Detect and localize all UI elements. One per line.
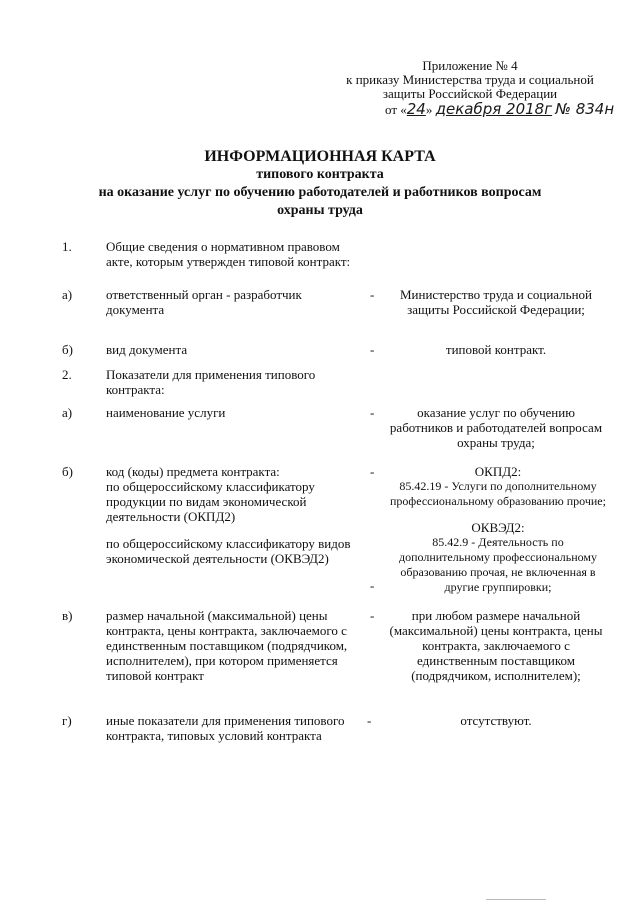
item-2b-letter: б) bbox=[62, 464, 73, 479]
date-day: 24 bbox=[406, 100, 426, 118]
section-1-number: 1. bbox=[62, 239, 72, 254]
item-1b-label: вид документа bbox=[106, 342, 188, 357]
item-1b-letter: б) bbox=[62, 342, 73, 357]
item-2a-dash: - bbox=[370, 405, 375, 420]
order-line-2: защиты Российской Федерации bbox=[382, 86, 558, 101]
item-1b-dash: - bbox=[370, 342, 375, 357]
order-line-1: к приказу Министерства труда и социальной bbox=[346, 72, 594, 87]
item-2b-label: код (коды) предмета контракта: по общероссийскому классификатору продукции по видам экономической деятельности (ОКПД2) bbox=[106, 464, 315, 524]
date-prefix: от « bbox=[385, 102, 407, 117]
item-2a-value: оказание услуг по обучению работников и работодателей вопросам охраны труда; bbox=[389, 405, 603, 450]
item-2g-value: отсутствуют. bbox=[460, 713, 532, 728]
doc-subtitle-line-3: на оказание услуг по обучению работодателей и работников вопросам bbox=[98, 185, 542, 200]
scan-artifact-divider bbox=[486, 899, 546, 903]
doc-subtitle-line-4: охраны труда bbox=[277, 203, 363, 218]
section-2-number: 2. bbox=[62, 367, 72, 382]
item-2g-label: иные показатели для применения типового контракта, типовых условий контракта bbox=[106, 713, 345, 743]
item-1b-value: типовой контракт. bbox=[445, 342, 547, 357]
item-2b-okved-value: ОКВЭД2: 85.42.9 - Деятельность по дополнительному профессиональному образованию прочая, не включенная в другие группировки; bbox=[398, 520, 598, 594]
order-number: № 834н bbox=[555, 100, 615, 118]
item-1a-label: ответственный орган - разработчик документа bbox=[106, 287, 302, 317]
item-2a-letter: а) bbox=[62, 405, 73, 420]
item-2v-letter: в) bbox=[62, 608, 73, 623]
doc-subtitle: типового контракта bbox=[256, 167, 384, 182]
date-close: » bbox=[425, 102, 433, 117]
order-date bbox=[385, 100, 625, 119]
item-2v-value: при любом размере начальной (максимальной) цены контракта, цены контракта, заключаемого с единственным поставщиком (подрядчиком, исполнителем); bbox=[389, 608, 603, 683]
doc-title: ИНФОРМАЦИОННАЯ КАРТА bbox=[204, 148, 436, 165]
item-2b-label-okved: по общероссийскому классификатору видов экономической деятельности (ОКВЭД2) bbox=[106, 536, 351, 566]
section-2-heading: Показатели для применения типового контракта: bbox=[106, 367, 316, 397]
item-2b-dash-2: - bbox=[370, 578, 375, 593]
item-2g-dash: - bbox=[367, 713, 372, 728]
date-month-year: декабря 2018г bbox=[435, 100, 553, 118]
section-1-heading: Общие сведения о нормативном правовом акте, которым утвержден типовой контракт: bbox=[106, 239, 351, 269]
item-1a-value: Министерство труда и социальной защиты Российской Федерации; bbox=[400, 287, 592, 317]
appendix-label: Приложение № 4 bbox=[422, 58, 518, 73]
item-2b-okpd-value: ОКПД2: 85.42.19 - Услуги по дополнительному профессиональному образованию прочие; bbox=[390, 464, 606, 508]
item-2b-dash: - bbox=[370, 464, 375, 479]
item-2a-label: наименование услуги bbox=[106, 405, 226, 420]
item-1a-dash: - bbox=[370, 287, 375, 302]
item-2v-label: размер начальной (максимальной) цены контракта, цены контракта, заключаемого с единственным поставщиком (подрядчиком, исполнителем), при котором применяется типовой контракт bbox=[106, 608, 348, 683]
item-2v-dash: - bbox=[370, 608, 375, 623]
item-1a-letter: а) bbox=[62, 287, 73, 302]
item-2g-letter: г) bbox=[62, 713, 72, 728]
